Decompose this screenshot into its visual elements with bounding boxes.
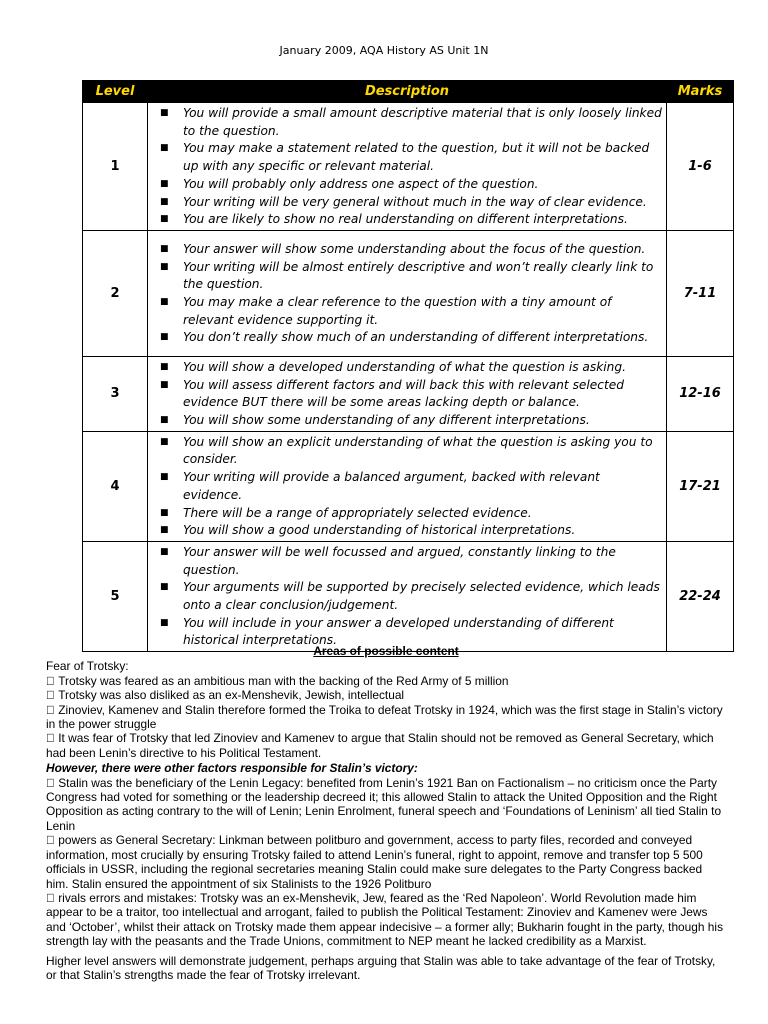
criteria-item <box>148 469 662 504</box>
criteria-item <box>148 140 662 175</box>
square-bullet-icon: ■ <box>160 546 169 557</box>
criteria-item <box>148 522 662 540</box>
criteria-list <box>148 542 666 651</box>
marks-range: 1-6 <box>667 103 734 231</box>
level-row <box>83 103 734 231</box>
level-description <box>148 541 667 651</box>
marks-range: 22-24 <box>667 541 734 651</box>
square-bullet-icon: ■ <box>160 108 169 118</box>
level-description <box>148 230 667 356</box>
marks-range: 17-21 <box>667 431 734 541</box>
square-bullet-icon: ■ <box>160 525 169 536</box>
level-description <box>148 356 667 431</box>
square-bullet-icon: ■ <box>160 214 169 225</box>
criteria-text: You will show some understanding of any different interpretations. <box>183 413 590 428</box>
square-bullet-icon: ■ <box>160 507 169 518</box>
square-bullet-icon: ■ <box>160 196 169 207</box>
criteria-text: You will show a good understanding of historical interpretations. <box>183 523 576 538</box>
level-column-header: Level <box>83 81 148 103</box>
criteria-item <box>148 241 662 259</box>
level-number: 5 <box>83 541 148 651</box>
criteria-list <box>148 103 666 230</box>
trotsky-points <box>46 674 726 760</box>
criteria-text: There will be a range of appropriately selected evidence. <box>183 505 532 520</box>
criteria-text: You will provide a small amount descriptive material that is only loosely linked to the question. <box>183 106 662 138</box>
table-header-row <box>83 81 734 103</box>
square-bullet-icon: ■ <box>160 379 169 390</box>
criteria-item <box>148 544 662 579</box>
criteria-item <box>148 434 662 469</box>
criteria-text: Your answer will be well focussed and argued, constantly linking to the question. <box>183 544 616 577</box>
square-bullet-icon: ■ <box>160 332 169 343</box>
criteria-text: You may make a clear reference to the question with a tiny amount of relevant evidence supporting it. <box>183 294 612 327</box>
mark-scheme-table <box>82 80 734 652</box>
content-heading: Areas of possible content <box>313 644 459 658</box>
criteria-item <box>148 329 662 347</box>
content-point: Stalin was the beneficiary of the Lenin Legacy: benefited from Lenin’s 1921 Ban on Factionalism – no criticism once the Party Congress had voted for something or the leadership decreed it; this allowed Stalin to attack the United Opposition and the Right Opposition as acting contrary to the will of Lenin; Lenin Enrolment, funeral speech and ‘Foundations of Leninism’ all tied Stalin to Lenin <box>46 775 722 833</box>
criteria-text: You will probably only address one aspect of the question. <box>183 176 539 191</box>
description-column-header: Description <box>148 81 667 103</box>
square-bullet-icon: ■ <box>160 296 169 307</box>
criteria-item <box>148 359 662 377</box>
criteria-text: Your arguments will be supported by precisely selected evidence, which leads onto a clear conclusion/judgement. <box>183 580 660 613</box>
criteria-item <box>148 211 662 229</box>
marks-range: 7-11 <box>667 230 734 356</box>
criteria-text: You will show a developed understanding of what the question is asking. <box>183 359 627 374</box>
marks-range: 12-16 <box>667 356 734 431</box>
criteria-text: You may make a statement related to the question, but it will not be backed up with any specific or relevant material. <box>183 141 650 174</box>
marks-column-header: Marks <box>667 81 734 103</box>
square-bullet-icon: ■ <box>160 436 169 447</box>
square-bullet-icon: ■ <box>160 178 169 189</box>
level-number: 2 <box>83 230 148 356</box>
page-title: January 2009, AQA History AS Unit 1N <box>279 44 489 57</box>
square-bullet-icon: ■ <box>160 582 169 593</box>
criteria-item <box>148 259 662 294</box>
criteria-text: Your writing will provide a balanced argument, backed with relevant evidence. <box>183 470 600 502</box>
criteria-text: You will show an explicit understanding of what the question is asking you to consider. <box>183 434 653 467</box>
criteria-text: Your writing will be almost entirely descriptive and won’t really clearly link to the question. <box>183 259 654 292</box>
square-bullet-icon: ■ <box>160 243 169 254</box>
criteria-item <box>148 194 662 212</box>
criteria-item <box>148 176 662 194</box>
content-point: It was fear of Trotsky that led Zinoviev and Kamenev to argue that Stalin should not be removed as General Secretary, which had been Lenin’s directive to his Political Testament. <box>46 731 725 760</box>
level-number: 4 <box>83 431 148 541</box>
square-bullet-icon: ■ <box>160 472 169 483</box>
fear-of-trotsky-intro: Fear of Trotsky: <box>46 659 129 674</box>
square-bullet-icon: ■ <box>160 617 169 628</box>
content-point: rivals errors and mistakes: Trotsky was an ex-Menshevik, Jew, feared as the ‘Red Napoleon’. World Revolution made him appear to be a traitor, too intellectual and arrogant, failed to publish the Political Testament: Zinoviev and Kamenev were Jews and ‘October’, whilst their attack on Trotsky made them appear indecisive – a former ally; Bukharin fought in the party, though his strength lay with the peasants and the Trade Unions, commitment to NEP meant he lacked credibility as a Marxist. <box>46 890 725 949</box>
square-bullet-icon: ■ <box>160 361 169 372</box>
conclusion-paragraph: Higher level answers will demonstrate judgement, perhaps arguing that Stalin was able to take advantage of the fear of Trotsky, or that Stalin’s strengths made the fear of Trotsky irrelevant. <box>46 953 716 982</box>
square-bullet-icon: ■ <box>160 143 169 154</box>
criteria-text: Your writing will be very general without much in the way of clear evidence. <box>183 194 647 209</box>
criteria-text: You will assess different factors and will back this with relevant selected evidence BUT there will be some areas lacking depth or balance. <box>183 377 625 410</box>
level-row <box>83 356 734 431</box>
level-description <box>148 431 667 541</box>
level-number: 1 <box>83 103 148 231</box>
content-point: Trotsky was feared as an ambitious man with the backing of the Red Army of 5 million <box>46 673 497 688</box>
level-row <box>83 431 734 541</box>
criteria-item <box>148 505 662 523</box>
content-point: powers as General Secretary: Linkman between politburo and government, access to party files, recorded and conveyed information, most crucially by ensuring Trotsky failed to attend Lenin’s funeral, right to appoint, remove and transfer top 5 500 officials in USSR, including the regional secretaries meaning Stalin could make sure delegates to the Party Congress backed him. Stalin ensured the appointment of six Stalinists to the 1926 Politburo <box>46 833 703 891</box>
level-number: 3 <box>83 356 148 431</box>
criteria-list <box>148 357 666 431</box>
possible-content-section <box>46 644 726 982</box>
level-row <box>83 230 734 356</box>
criteria-text: You don’t really show much of an understanding of different interpretations. <box>183 330 649 345</box>
criteria-item <box>148 105 662 140</box>
criteria-list <box>148 239 666 348</box>
content-point: Zinoviev, Kamenev and Stalin therefore formed the Troika to defeat Trotsky in 1924, which was the first stage in Stalin’s victory in the power struggle <box>46 702 723 732</box>
other-factor-points <box>46 776 726 949</box>
criteria-text: You will include in your answer a developed understanding of different historical interpretations. <box>183 615 614 648</box>
criteria-item <box>148 377 662 412</box>
criteria-text: Your answer will show some understanding about the focus of the question. <box>183 241 646 256</box>
criteria-item <box>148 412 662 430</box>
square-bullet-icon: ■ <box>160 415 169 426</box>
content-point: Trotsky was also disliked as an ex-Menshevik, Jewish, intellectual <box>46 688 392 703</box>
square-bullet-icon: ■ <box>160 261 169 272</box>
other-factors-heading: However, there were other factors responsible for Stalin’s victory: <box>46 761 418 776</box>
table-body <box>83 103 734 652</box>
criteria-item <box>148 579 662 614</box>
level-description <box>148 103 667 231</box>
level-row <box>83 541 734 651</box>
criteria-list <box>148 432 666 541</box>
criteria-item <box>148 294 662 329</box>
criteria-text: You are likely to show no real understanding on different interpretations. <box>183 212 628 227</box>
